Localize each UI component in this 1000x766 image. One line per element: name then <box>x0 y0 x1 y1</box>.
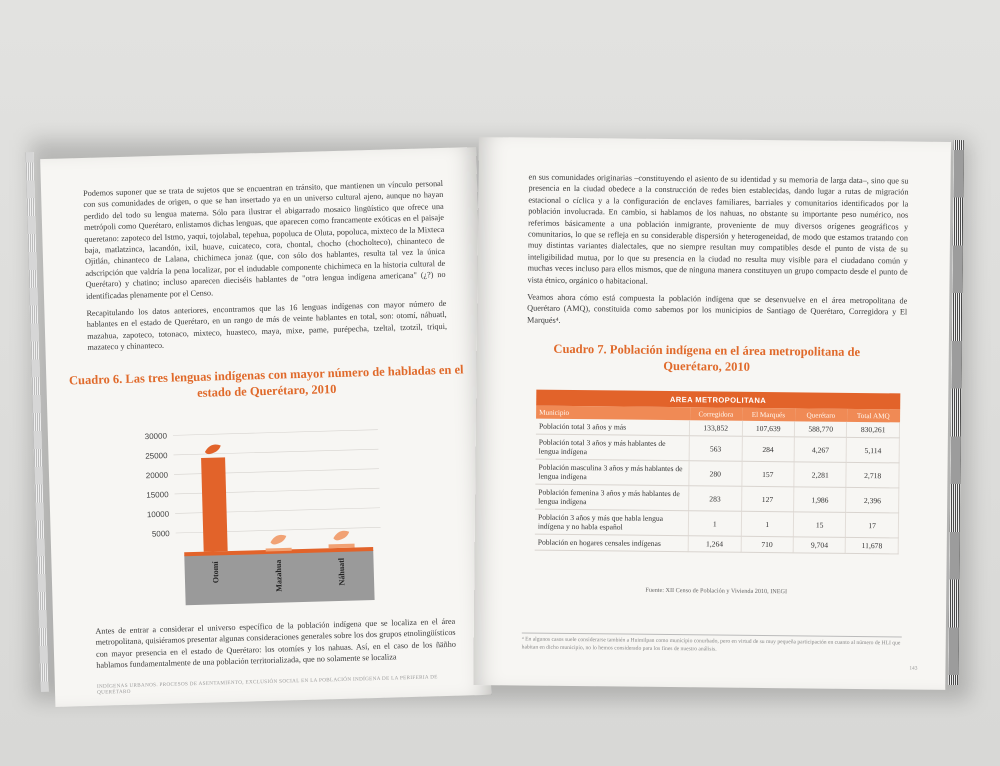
cuadro-7-table <box>535 390 901 555</box>
header-total-amq: Total AMQ <box>847 409 900 423</box>
population-table <box>535 390 901 555</box>
left-running-footer: INDÍGENAS URBANOS. PROCESOS DE ASENTAMIENTO, EXCLUSIÓN SOCIAL EN LA POBLACIÓN INDÍGENA DE LA PERIFERIA DE QUERÉTARO <box>96 674 438 696</box>
cell-value: 17 <box>846 512 899 538</box>
table-row <box>535 484 899 513</box>
header-corregidora: Corregidora <box>690 407 743 421</box>
cell-value: 9,704 <box>793 537 846 554</box>
header-el-marques: El Marqués <box>742 408 795 422</box>
cuadro-7-title: Cuadro 7. Población indígena en el área metropolitana de Querétaro, 2010 <box>553 341 861 374</box>
bar-marker-icon <box>333 531 349 541</box>
cell-value: 710 <box>741 536 794 553</box>
page-number: 143 <box>909 665 918 672</box>
bar <box>201 457 228 551</box>
y-tick-label: 15000 <box>146 490 169 500</box>
table-row <box>535 459 899 488</box>
cell-value: 1 <box>688 511 741 537</box>
gridline <box>173 449 378 455</box>
left-paragraph-1: Podemos suponer que se trata de sujetos que se encuentran en tránsito, que mantienen un vínculo personal con sus comunidades de origen, o que se han insertado ya en un universo cultural ajeno, aunque no hayan perdido del todo su lengua materna. Sólo para ilustrar el abigarrado mosaico lingüístico que ofrece una metrópoli como Querétaro, enlistamos dichas lenguas, que aparecen como francamente exóticas en el paisaje queretano: zapoteco del Istmo, yaqui, tojolabal, tepehua, popoluca de Oluta, popoluca, mixteco de la Mixteca baja, matlatzinca, lacandón, ixil, huave, cuicateco, cora, chontal, chocho (chocholteco), chinanteco de Ojitlán, chinanteco de Lalana, chichimeca jonaz (que, con sólo dos hablantes, resulta tal vez la única adscripción que valdría la pena localizar, por el indudable componente chichimeca en la historia cultural de Querétaro) y chatino; incluso aparecen dieciséis hablantes de "otra lengua indígena americana" (¿?) no identificadas plenamente por el Censo. <box>83 178 446 301</box>
left-body-top <box>83 178 448 360</box>
row-label: Población en hogares censales indígenas <box>535 534 689 552</box>
cell-value: 127 <box>741 486 794 512</box>
bar-marker-icon <box>270 535 286 545</box>
cell-value: 284 <box>742 436 795 462</box>
cell-value: 11,678 <box>846 537 899 554</box>
left-paragraph-2: Recapitulando los datos anteriores, encontramos que las 16 lenguas indígenas con mayor número de hablantes en el estado de Querétaro, en un rango de más de veinte hablantes en total, son: otomí, náhuatl, mazahua, zapoteco, totonaco, mixteco, huasteco, maya, mixe, pame, purépecha, tzeltal, tzotzil, triqui, mazateco y chinanteco. <box>86 298 448 353</box>
cell-value: 830,261 <box>847 422 900 438</box>
cell-value: 280 <box>689 461 742 487</box>
left-page <box>40 147 491 707</box>
cell-value: 157 <box>741 461 794 487</box>
y-tick-label: 10000 <box>146 509 170 520</box>
right-paragraph-2: Veamos ahora cómo está compuesta la población indígena que se desenvuelve en el área metropolitana de Querétaro (AMQ), constituida como sabemos por los municipios de Santiago de Querétaro, Corregidora y El Marqués⁴. <box>527 292 908 325</box>
cell-value: 283 <box>689 486 742 512</box>
cell-value: 1,986 <box>794 487 847 513</box>
left-body-bottom <box>95 616 456 678</box>
header-municipio: Municipio <box>536 406 690 421</box>
cuadro-6-title: Cuadro 6. Las tres lenguas indígenas con mayor número de habladas en el estado de Querétaro, 2010 <box>68 362 464 400</box>
category-label: Náhuatl <box>336 557 347 586</box>
cell-value: 133,852 <box>689 420 742 436</box>
bar <box>329 544 355 549</box>
category-label: Mazahua <box>273 559 284 592</box>
y-tick-label: 30000 <box>144 431 168 442</box>
table-row <box>535 534 899 554</box>
y-tick-label: 5000 <box>151 529 170 539</box>
right-page <box>473 137 951 690</box>
row-label: Población total 3 años y más <box>536 419 690 436</box>
right-paragraph-1: en sus comunidades originarias –constituyendo el asiento de su identidad y su memoria de larga data–, sino que su presencia en la ciudad obedece a la construcción de redes bien establecidas, dando lugar a rutas de migración estacional o cíclica y a la configuración de enclaves familiares, barriales y comunitarios identificados por la población involucrada. En cambio, si hablamos de los nahuas, no obstante su importante peso numérico, nos referimos básicamente a una población inmigrante, proveniente de muy diversos orígenes geográficos y comunitarios, lo que se refleja en su considerable dispersión y heterogeneidad, de modo que estamos tratando con muy distintas variantes dialectales, que no siempre resultan muy compatibles desde el punto de vista de su inteligibilidad mutua, por lo que su presencia en la ciudad no resulta muy visible para el ciudadano común y muchas veces incluso para ellos mismos, que de ninguna manera constituyen un grupo compacto desde el punto de vista étnico, orgánico o habitacional. <box>527 172 909 286</box>
y-tick-label: 25000 <box>145 451 168 461</box>
cell-value: 588,770 <box>794 421 847 437</box>
table-banner: AREA METROPOLITANA <box>536 390 900 410</box>
row-label: Población total 3 años y más hablantes de lengua indígena <box>536 434 690 461</box>
cell-value: 107,639 <box>742 421 795 437</box>
y-tick-label: 20000 <box>145 470 169 481</box>
cuadro-6-chart <box>127 412 392 619</box>
cell-value: 1,264 <box>688 536 741 553</box>
bar-marker-icon <box>205 444 221 454</box>
cell-value: 2,281 <box>794 462 847 488</box>
category-label: Otomí <box>210 561 221 584</box>
header-queretaro: Querétaro <box>795 408 848 422</box>
left-paragraph-3: Antes de entrar a considerar el universo específico de la población indígena que se localiza en el área metropolitana, quisiéramos presentar algunas consideraciones generales sobre los dos grupos etnolingüísticos con mayor presencia en el estado de Querétaro: los otomíes y los nahuas. Así, en el caso de los ñäñho hablamos fundamentalmente de una población territorializada, que no solamente se localiza <box>95 616 456 671</box>
row-label: Población femenina 3 años y más hablantes de lengua indígena <box>535 484 689 511</box>
bar-chart-svg <box>127 412 392 619</box>
cell-value: 15 <box>793 512 846 538</box>
row-label: Población 3 años y más que habla lengua indígena y no habla español <box>535 509 689 536</box>
gridline <box>173 430 378 436</box>
cell-value: 2,396 <box>846 487 899 513</box>
table-row <box>536 434 900 463</box>
cell-value: 1 <box>741 511 794 537</box>
cell-value: 563 <box>689 436 742 462</box>
right-body <box>527 172 909 336</box>
table-row <box>535 509 899 538</box>
cell-value: 4,267 <box>794 437 847 463</box>
cell-value: 5,114 <box>847 437 900 463</box>
table-source: Fuente: XII Censo de Población y Vivienda 2010, INEGI <box>645 586 788 596</box>
cell-value: 2,718 <box>846 462 899 488</box>
row-label: Población masculina 3 años y más hablantes de lengua indígena <box>535 459 689 486</box>
footnote: ⁴ En algunos casos suele considerarse también a Huimilpan como municipio conurbado, pero en virtud de su muy pequeña participación en cuanto al número de HLI que habitan en dicho municipio, no lo hemos considerado para los fines de nuestro análisis. <box>522 632 902 656</box>
